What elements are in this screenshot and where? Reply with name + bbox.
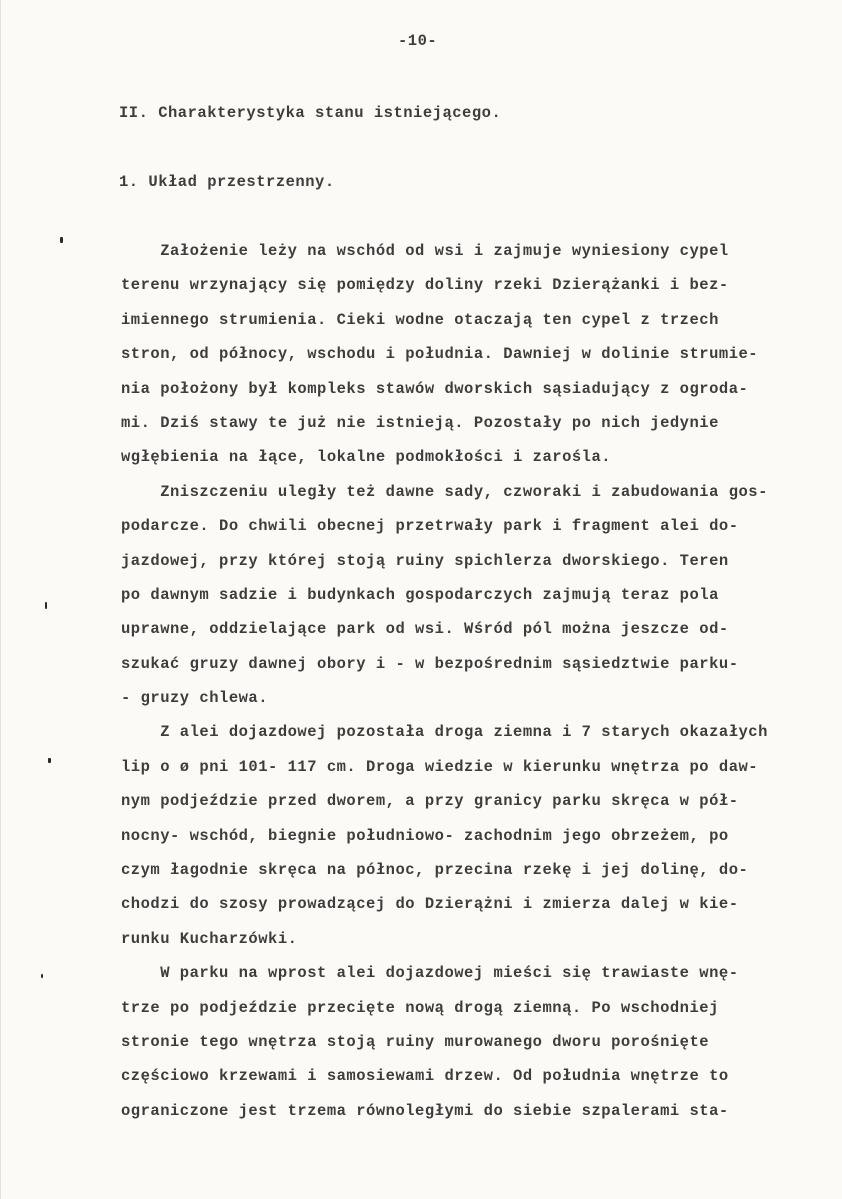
body-line: Zniszczeniu uległy też dawne sady, czworaki i zabudowania gos- <box>121 482 768 501</box>
body-line: stronie tego wnętrza stoją ruiny murowanego dworu porośnięte <box>121 1032 710 1051</box>
body-line: mi. Dziś stawy te już nie istnieją. Pozostały po nich jedynie <box>121 413 719 432</box>
body-line: czym łagodnie skręca na północ, przecina rzekę i jej dolinę, do- <box>121 861 749 880</box>
body-line: trze po podjeździe przecięte nową drogą ziemną. Po wschodniej <box>121 998 719 1017</box>
margin-mark <box>45 602 47 609</box>
body-line: imiennego strumienia. Cieki wodne otaczają ten cypel z trzech <box>121 310 719 329</box>
body-line: podarcze. Do chwili obecnej przetrwały park i fragment alei do- <box>121 517 739 536</box>
body-line: wgłębienia na łące, lokalne podmokłości i zarośla. <box>121 448 612 467</box>
subsection-heading: 1. Układ przestrzenny. <box>119 173 335 191</box>
section-heading: II. Charakterystyka stanu istniejącego. <box>119 104 502 122</box>
body-line: nia położony był kompleks stawów dworskich sąsiadujący z ogroda- <box>121 379 749 398</box>
body-line: chodzi do szosy prowadzącej do Dzierążni i zmierza dalej w kie- <box>121 895 739 914</box>
body-line: nocny- wschód, biegnie południowo- zachodnim jego obrzeżem, po <box>121 826 729 845</box>
body-line: po dawnym sadzie i budynkach gospodarczych zajmują teraz pola <box>121 585 719 604</box>
body-line: nym podjeździe przed dworem, a przy granicy parku skręca w pół- <box>121 792 739 811</box>
body-line: częściowo krzewami i samosiewami drzew. Od południa wnętrze to <box>121 1067 729 1086</box>
body-line: W parku na wprost alei dojazdowej mieści się trawiaste wnę- <box>121 964 739 983</box>
margin-mark <box>48 758 51 763</box>
body-line: - gruzy chlewa. <box>121 689 269 708</box>
margin-mark <box>60 237 63 243</box>
body-line: Założenie leży na wschód od wsi i zajmuje wyniesiony cypel <box>121 242 729 260</box>
body-line: jazdowej, przy której stoją ruiny spichlerza dworskiego. Teren <box>121 551 729 570</box>
body-line: szukać gruzy dawnej obory i - w bezpośrednim sąsiedztwie parku- <box>121 654 739 673</box>
body-text <box>121 234 801 1128</box>
margin-mark <box>41 974 43 978</box>
body-line: uprawne, oddzielające park od wsi. Wśród pól można jeszcze od- <box>121 620 729 639</box>
body-line: terenu wrzynający się pomiędzy doliny rzeki Dzierążanki i bez- <box>121 276 729 295</box>
body-line: ograniczone jest trzema równoległymi do siebie szpalerami sta- <box>121 1101 729 1120</box>
body-line: stron, od północy, wschodu i południa. Dawniej w dolinie strumie- <box>121 345 759 364</box>
page-number: -10- <box>398 32 438 50</box>
body-line: Z alei dojazdowej pozostała droga ziemna i 7 starych okazałych <box>121 723 768 742</box>
body-line: lip o ø pni 101- 117 cm. Droga wiedzie w kierunku wnętrza po daw- <box>121 757 759 776</box>
body-line: runku Kucharzówki. <box>121 929 298 948</box>
